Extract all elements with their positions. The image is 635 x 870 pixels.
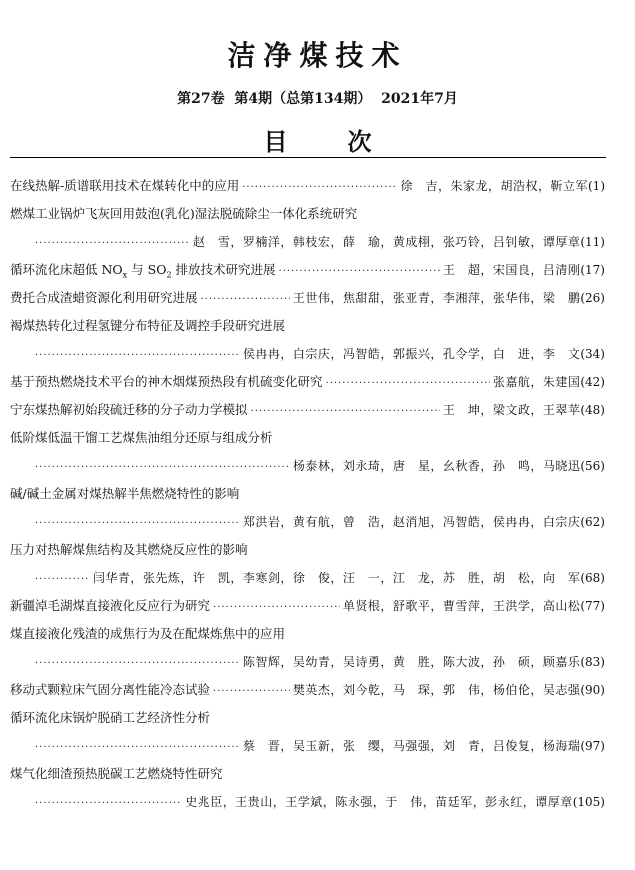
toc-entry[interactable] <box>10 396 605 424</box>
dot-leader <box>326 370 490 396</box>
page-number: (97) <box>580 739 605 753</box>
dot-leader <box>251 398 440 424</box>
page-number: (34) <box>580 347 605 361</box>
toc-entry[interactable] <box>10 704 605 732</box>
article-authors: 闫华青，张先炼，许 凯，李寒剑，徐 俊，汪 一，江 龙，苏 胜，胡 松，向 军 <box>92 571 581 585</box>
toc-heading: 目次 <box>263 128 432 156</box>
dot-leader <box>35 734 240 760</box>
article-title[interactable]: 循环流化床超低 $NO_x$ 与 $SO_2$ 排放技术研究进展 <box>10 262 276 280</box>
page-number: (1) <box>588 179 605 193</box>
article-title[interactable]: 碱/碱土金属对煤热解半焦燃烧特性的影响 <box>10 486 240 501</box>
toc-entry-continuation <box>10 228 605 256</box>
toc-entry[interactable] <box>10 676 605 704</box>
article-authors: 侯冉冉，白宗庆，冯智皓，郭振兴，孔令学，白 进，李 文 <box>242 347 581 361</box>
article-authors: 张嘉航，朱建国 <box>492 375 581 389</box>
article-title[interactable]: 燃煤工业锅炉飞灰回用鼓泡(乳化)湿法脱硫除尘一体化系统研究 <box>10 206 358 221</box>
article-authors: 杨泰林，刘永琦，唐 星，幺秋香，孙 鸣，马晓迅 <box>292 459 581 473</box>
article-authors: 赵 雪，罗楠洋，韩枝宏，薛 瑜，黄成栩，张巧铃，吕钊敏，谭厚章 <box>192 235 581 249</box>
article-title[interactable]: 新疆淖毛湖煤直接液化反应行为研究 <box>10 598 211 613</box>
toc-entry-continuation <box>10 732 605 760</box>
toc-entry[interactable] <box>10 312 605 340</box>
page-number: (11) <box>580 235 605 249</box>
page-number: (105) <box>572 795 605 809</box>
dot-leader <box>201 286 290 312</box>
dot-leader <box>213 594 340 620</box>
dot-leader <box>35 650 240 676</box>
dot-leader <box>35 566 90 592</box>
page-number: (77) <box>580 599 605 613</box>
toc-entry-continuation <box>10 340 605 368</box>
article-authors: 樊英杰，刘今乾，马 琛，郭 伟，杨伯伦，吴志强 <box>292 683 581 697</box>
toc-entry[interactable] <box>10 284 605 312</box>
toc-entry[interactable] <box>10 592 605 620</box>
toc-entry-continuation <box>10 452 605 480</box>
article-title[interactable]: 基于预热燃烧技术平台的神木烟煤预热段有机硫变化研究 <box>10 374 323 389</box>
toc-entry[interactable] <box>10 200 605 228</box>
article-authors: 史兆臣，王贵山，王学斌，陈永强，于 伟，苗廷军，彭永红，谭厚章 <box>185 795 573 809</box>
article-authors: 蔡 晋，吴玉新，张 缨，马强强，刘 青，吕俊复，杨海瑞 <box>242 739 581 753</box>
toc-entry[interactable] <box>10 536 605 564</box>
dot-leader <box>213 678 290 704</box>
article-title[interactable]: 宁东煤热解初始段硫迁移的分子动力学模拟 <box>10 402 248 417</box>
article-title[interactable]: 压力对热解煤焦结构及其燃烧反应性的影响 <box>10 542 248 557</box>
article-title[interactable]: 煤气化细渣预热脱碳工艺燃烧特性研究 <box>10 766 223 781</box>
toc-entry[interactable] <box>10 620 605 648</box>
toc-entry[interactable] <box>10 480 605 508</box>
page-number: (56) <box>580 459 605 473</box>
page-number: (26) <box>580 291 605 305</box>
page-number: (48) <box>580 403 605 417</box>
toc-entry-continuation <box>10 648 605 676</box>
journal-title: 洁净煤技术 <box>227 39 408 72</box>
toc-entry[interactable] <box>10 424 605 452</box>
article-authors: 郑洪岩，黄有航，曾 浩，赵消旭，冯智皓，侯冉冉，白宗庆 <box>242 515 581 529</box>
dot-leader <box>35 790 182 816</box>
header-divider <box>10 157 606 158</box>
article-authors: 王 坤，梁文政，王翠苹 <box>442 403 581 417</box>
page-number: (83) <box>580 655 605 669</box>
toc-entry-continuation <box>10 508 605 536</box>
dot-leader <box>35 230 190 256</box>
article-authors: 陈智辉，吴幼青，吴诗勇，黄 胜，陈大波，孙 硕，顾嘉乐 <box>242 655 581 669</box>
article-authors: 单贤根，舒歌平，曹雪萍，王洪学，高山松 <box>342 599 581 613</box>
article-title[interactable]: 费托合成渣蜡资源化利用研究进展 <box>10 290 198 305</box>
toc-entry[interactable] <box>10 172 605 200</box>
page-number: (68) <box>580 571 605 585</box>
article-title[interactable]: 褐煤热转化过程氢键分布特征及调控手段研究进展 <box>10 318 286 333</box>
dot-leader <box>35 510 240 536</box>
page-number: (90) <box>580 683 605 697</box>
dot-leader <box>35 342 240 368</box>
article-title[interactable]: 在线热解-质谱联用技术在煤转化中的应用 <box>10 178 240 193</box>
table-of-contents <box>10 172 605 816</box>
toc-entry-continuation <box>10 788 605 816</box>
toc-entry[interactable] <box>10 256 605 284</box>
dot-leader <box>35 454 290 480</box>
article-title[interactable]: 煤直接液化残渣的成焦行为及在配煤炼焦中的应用 <box>10 626 286 641</box>
issue-info: 第27卷 第4期（总第134期） 2021年7月 <box>177 91 458 107</box>
toc-entry[interactable] <box>10 368 605 396</box>
page-number: (62) <box>580 515 605 529</box>
article-title[interactable]: 移动式颗粒床气固分离性能冷态试验 <box>10 682 211 697</box>
article-authors: 王 超，宋国良，吕清刚 <box>442 263 581 277</box>
toc-entry[interactable] <box>10 760 605 788</box>
page-number: (17) <box>580 263 605 277</box>
page-number: (42) <box>580 375 605 389</box>
dot-leader <box>242 174 397 200</box>
toc-entry-continuation <box>10 564 605 592</box>
article-authors: 王世伟，焦甜甜，张亚青，李湘萍，张华伟，梁 鹏 <box>292 291 581 305</box>
article-title[interactable]: 循环流化床锅炉脱硝工艺经济性分析 <box>10 710 211 725</box>
dot-leader <box>279 258 440 284</box>
article-title[interactable]: 低阶煤低温干馏工艺煤焦油组分还原与组成分析 <box>10 430 273 445</box>
article-authors: 徐 吉，朱家龙，胡浩权，靳立军 <box>400 179 588 193</box>
